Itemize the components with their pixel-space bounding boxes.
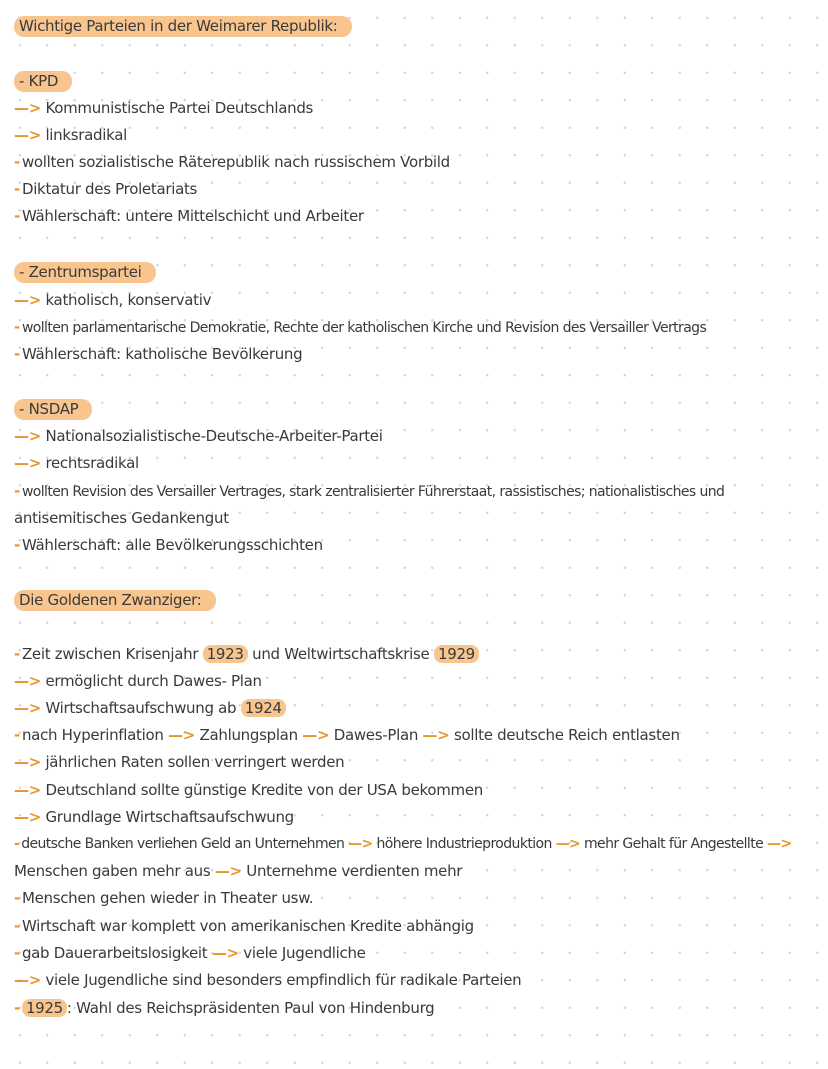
zwanziger-line-4: - nach Hyperinflation —> Zahlungsplan —> Dawes-Plan —> sollte deutsche Reich entlasten bbox=[14, 726, 680, 744]
dash-icon: - bbox=[14, 999, 20, 1017]
nsdap-line-3: - wollten Revision des Versailler Vertrages, stark zentralisierter Führerstaat, rassistisches; nationalistisches und bbox=[14, 482, 725, 500]
zwanziger-line-10: - Menschen gehen wieder in Theater usw. bbox=[14, 889, 314, 907]
zwanziger-line-6: —> Deutschland sollte günstige Kredite von der USA bekommen bbox=[14, 781, 483, 799]
zwanziger-line-12: - gab Dauerarbeitslosigkeit —> viele Jugendliche bbox=[14, 944, 366, 962]
dash-icon: - bbox=[14, 536, 20, 554]
arrow-icon: —> bbox=[211, 944, 239, 962]
kpd-line-2: —> linksradikal bbox=[14, 126, 128, 144]
arrow-icon: —> bbox=[14, 753, 41, 771]
zwanziger-line-5: —> jährlichen Raten sollen verringert werden bbox=[14, 753, 345, 771]
arrow-icon: —> bbox=[168, 726, 196, 744]
zentrum-heading: - Zentrumspartei bbox=[14, 263, 820, 281]
nsdap-heading: - NSDAP bbox=[14, 400, 820, 418]
dash-icon: - bbox=[14, 318, 20, 336]
nsdap-line-3b: antisemitisches Gedankengut bbox=[14, 509, 229, 527]
kpd-line-4: - Diktatur des Proletariats bbox=[14, 180, 198, 198]
title-highlight: Wichtige Parteien in der Weimarer Republik: bbox=[14, 16, 352, 37]
arrow-icon: —> bbox=[348, 836, 373, 852]
arrow-icon: —> bbox=[302, 726, 330, 744]
arrow-icon: —> bbox=[14, 699, 41, 717]
zwanziger-line-3: —> Wirtschaftsaufschwung ab 1924 bbox=[14, 699, 820, 717]
kpd-line-1: —> Kommunistische Partei Deutschlands bbox=[14, 99, 314, 117]
arrow-icon: —> bbox=[422, 726, 450, 744]
zentrum-line-3: - Wählerschaft: katholische Bevölkerung bbox=[14, 345, 303, 363]
arrow-icon: —> bbox=[767, 836, 792, 852]
dash-icon: - bbox=[14, 917, 20, 935]
arrow-icon: —> bbox=[214, 862, 242, 880]
arrow-icon: —> bbox=[14, 808, 41, 826]
zwanziger-line-7: —> Grundlage Wirtschaftsaufschwung bbox=[14, 808, 294, 826]
arrow-icon: —> bbox=[14, 291, 41, 309]
zwanziger-line-1: - Zeit zwischen Krisenjahr 1923 und Weltwirtschaftskrise 1929 bbox=[14, 645, 820, 663]
year-highlight: 1925 bbox=[22, 999, 67, 1017]
arrow-icon: —> bbox=[14, 99, 41, 117]
kpd-line-3: - wollten sozialistische Räterepublik nach russischem Vorbild bbox=[14, 153, 450, 171]
year-highlight: 1929 bbox=[434, 645, 479, 663]
zwanziger-line-14: - 1925 : Wahl des Reichspräsidenten Paul von Hindenburg bbox=[14, 999, 435, 1017]
arrow-icon: —> bbox=[14, 672, 41, 690]
zwanziger-line-2: —> ermöglicht durch Dawes- Plan bbox=[14, 672, 262, 690]
year-highlight: 1923 bbox=[203, 645, 248, 663]
dash-icon: - bbox=[14, 889, 20, 907]
nsdap-line-4: - Wählerschaft: alle Bevölkerungsschichten bbox=[14, 536, 323, 554]
dash-icon: - bbox=[14, 944, 20, 962]
dash-icon: - bbox=[14, 345, 20, 363]
zwanziger-heading: Die Goldenen Zwanziger: bbox=[14, 591, 820, 609]
zwanziger-line-8: - deutsche Banken verliehen Geld an Unternehmen —> höhere Industrieproduktion —> mehr Gehalt für Angestellte —> bbox=[14, 836, 792, 852]
page-title bbox=[14, 17, 820, 35]
dash-icon: - bbox=[14, 645, 20, 663]
kpd-heading: - KPD bbox=[14, 72, 820, 90]
dash-icon: - bbox=[14, 726, 20, 744]
dash-icon: - bbox=[14, 207, 20, 225]
arrow-icon: —> bbox=[14, 126, 41, 144]
arrow-icon: —> bbox=[555, 836, 581, 852]
zentrum-line-1: —> katholisch, konservativ bbox=[14, 291, 212, 309]
arrow-icon: —> bbox=[14, 427, 41, 445]
arrow-icon: —> bbox=[14, 971, 41, 989]
year-highlight: 1924 bbox=[241, 699, 286, 717]
dash-icon: - bbox=[14, 180, 20, 198]
dash-icon: - bbox=[14, 153, 20, 171]
zentrum-line-2: - wollten parlamentarische Demokratie, Rechte der katholischen Kirche und Revision des Versailler Vertrags bbox=[14, 318, 707, 336]
nsdap-line-2: —> rechtsradikal bbox=[14, 454, 139, 472]
dash-icon: - bbox=[14, 836, 20, 852]
zwanziger-line-13: —> viele Jugendliche sind besonders empfindlich für radikale Parteien bbox=[14, 971, 522, 989]
kpd-line-5: - Wählerschaft: untere Mittelschicht und Arbeiter bbox=[14, 207, 364, 225]
nsdap-line-1: —> Nationalsozialistische-Deutsche-Arbeiter-Partei bbox=[14, 427, 383, 445]
dash-icon: - bbox=[14, 482, 20, 500]
arrow-icon: —> bbox=[14, 781, 41, 799]
zwanziger-line-9: Menschen gaben mehr aus —> Unternehme verdienten mehr bbox=[14, 862, 463, 880]
zwanziger-line-11: - Wirtschaft war komplett von amerikanischen Kredite abhängig bbox=[14, 917, 474, 935]
arrow-icon: —> bbox=[14, 454, 41, 472]
